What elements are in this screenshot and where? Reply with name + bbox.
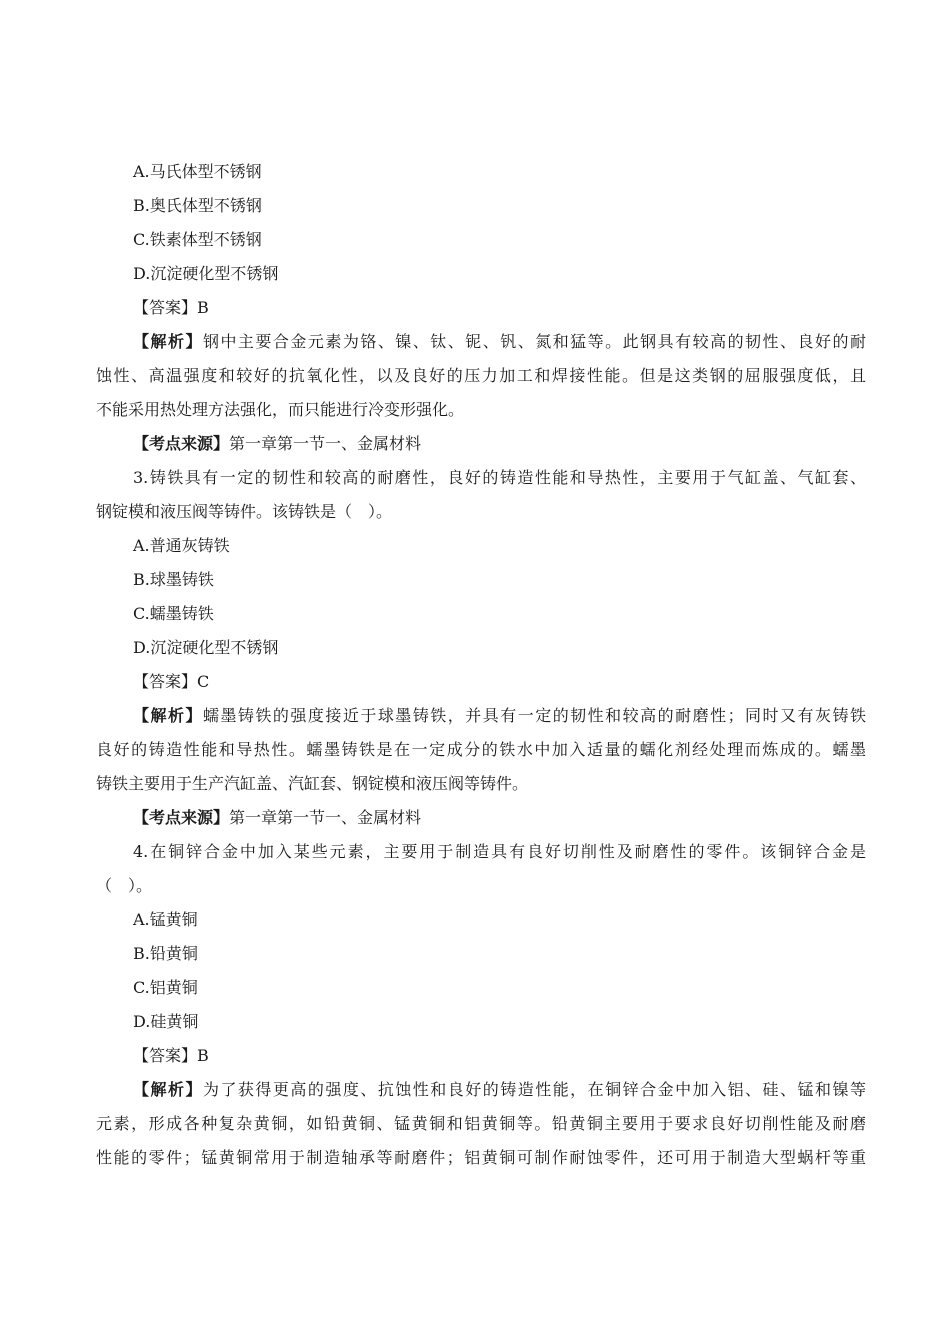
q3-answer-label: 【答案】 — [133, 672, 198, 691]
q3-stem-line-1: 3.铸铁具有一定的韧性和较高的耐磨性，良好的铸造性能和导热性，主要用于气缸盖、气缸套、 — [133, 468, 866, 487]
q2-option-a: A.马氏体型不锈钢 — [133, 162, 262, 181]
q2-analysis-line-3: 不能采用热处理方法强化，而只能进行冷变形强化。 — [96, 400, 465, 419]
q4-answer — [96, 1039, 866, 1073]
q2-analysis-label: 【解析】 — [133, 332, 203, 351]
q2-analysis-text-1: 钢中主要合金元素为铬、镍、钛、铌、钒、氮和猛等。此钢具有较高的韧性、良好的耐 — [202, 332, 866, 351]
q3-source-value: 第一章第一节一、金属材料 — [229, 808, 422, 827]
q3-stem-line-2: 钢锭模和液压阀等铸件。该铸铁是（ ）。 — [96, 502, 393, 521]
q2-option-c: C.铁素体型不锈钢 — [133, 230, 262, 249]
q4-answer-label: 【答案】 — [133, 1046, 198, 1065]
q3-analysis-text-1: 蠕墨铸铁的强度接近于球墨铸铁，并具有一定的韧性和较高的耐磨性；同时又有灰铸铁 — [202, 706, 866, 725]
q4-option-c: C.铝黄铜 — [133, 978, 198, 997]
q2-analysis-line-1 — [96, 325, 866, 359]
q3-answer — [96, 665, 866, 699]
q3-option-d: D.沉淀硬化型不锈钢 — [133, 638, 279, 657]
q3-analysis-line-3: 铸铁主要用于生产汽缸盖、汽缸套、钢锭模和液压阀等铸件。 — [96, 774, 529, 793]
q4-analysis-line-3: 性能的零件；锰黄铜常用于制造轴承等耐磨件；铝黄铜可制作耐蚀零件，还可用于制造大型蜗杆等重 — [96, 1148, 866, 1167]
q2-option-d: D.沉淀硬化型不锈钢 — [133, 264, 279, 283]
q3-answer-value: C — [197, 672, 210, 691]
q2-option-b: B.奥氏体型不锈钢 — [133, 196, 262, 215]
q3-option-b: B.球墨铸铁 — [133, 570, 214, 589]
page-content — [96, 155, 866, 1175]
q2-answer-value: B — [197, 298, 209, 317]
q4-option-b: B.铅黄铜 — [133, 944, 198, 963]
q3-analysis-line-2: 良好的铸造性能和导热性。蠕墨铸铁是在一定成分的铁水中加入适量的蠕化剂经处理而炼成的。蠕墨 — [96, 740, 866, 759]
q2-analysis-line-2: 蚀性、高温强度和较好的抗氧化性，以及良好的压力加工和焊接性能。但是这类钢的屈服强度低，且 — [96, 366, 866, 385]
q3-analysis-label: 【解析】 — [133, 706, 203, 725]
q4-analysis-line-1 — [96, 1073, 866, 1107]
q4-option-a: A.锰黄铜 — [133, 910, 198, 929]
q3-source — [96, 801, 866, 835]
q3-option-c: C.蠕墨铸铁 — [133, 604, 214, 623]
q2-answer — [96, 291, 866, 325]
q4-analysis-label: 【解析】 — [133, 1080, 203, 1099]
q4-stem-line-1: 4.在铜锌合金中加入某些元素，主要用于制造具有良好切削性及耐磨性的零件。该铜锌合金是 — [133, 842, 866, 861]
q3-option-a: A.普通灰铸铁 — [133, 536, 230, 555]
q3-analysis-line-1 — [96, 699, 866, 733]
q2-source-label: 【考点来源】 — [133, 434, 230, 453]
q2-source-value: 第一章第一节一、金属材料 — [229, 434, 422, 453]
q3-source-label: 【考点来源】 — [133, 808, 230, 827]
q4-option-d: D.硅黄铜 — [133, 1012, 199, 1031]
q2-answer-label: 【答案】 — [133, 298, 198, 317]
q4-stem-line-2: （ ）。 — [96, 876, 153, 895]
q4-analysis-line-2: 元素，形成各种复杂黄铜，如铅黄铜、锰黄铜和铝黄铜等。铅黄铜主要用于要求良好切削性能及耐磨 — [96, 1114, 866, 1133]
q2-source — [96, 427, 866, 461]
q4-analysis-text-1: 为了获得更高的强度、抗蚀性和良好的铸造性能，在铜锌合金中加入铝、硅、锰和镍等 — [202, 1080, 866, 1099]
q4-answer-value: B — [197, 1046, 209, 1065]
